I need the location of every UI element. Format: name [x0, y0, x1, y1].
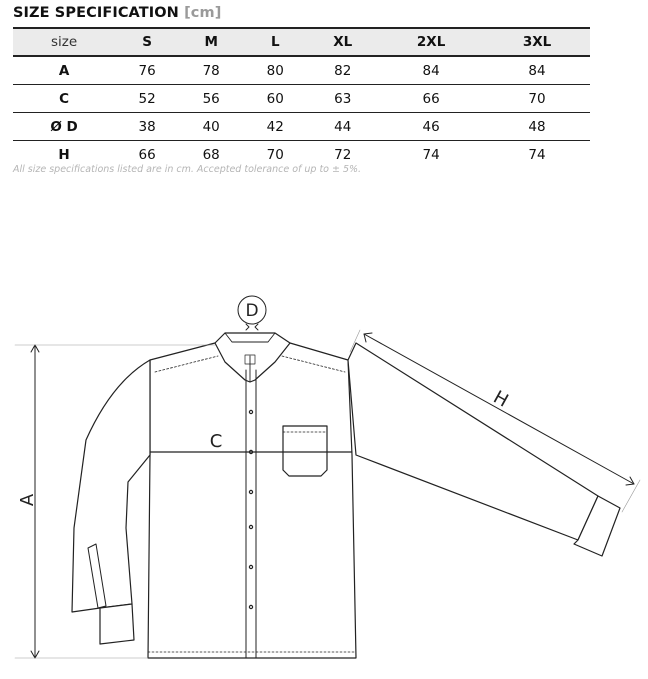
right-sleeve	[348, 343, 598, 540]
table-cell: 52	[138, 90, 156, 107]
left-sleeve	[72, 360, 150, 612]
table-cell: 44	[334, 118, 352, 135]
dimension-d-arrows	[246, 324, 258, 330]
table-cell: 74	[422, 146, 440, 163]
table-cell: 46	[422, 118, 440, 135]
table-row	[13, 113, 590, 141]
row-label: A	[58, 62, 70, 79]
table-header-row	[13, 28, 590, 56]
dimension-h-arrow-end	[626, 477, 634, 485]
table-cell: 66	[138, 146, 156, 163]
table-cell: 48	[528, 118, 546, 135]
header-cell: M	[204, 34, 218, 50]
dimension-c-label: C	[209, 431, 223, 452]
left-cuff	[100, 604, 134, 644]
shirt-diagram	[0, 290, 648, 675]
table-cell: 84	[422, 62, 440, 79]
table-cell: 42	[266, 118, 284, 135]
table-row	[13, 56, 590, 85]
title-text: SIZE SPECIFICATION	[13, 5, 179, 21]
row-label: Ø D	[50, 118, 78, 135]
table-cell: 80	[266, 62, 284, 79]
table-cell: 63	[334, 90, 352, 107]
table-cell: 72	[334, 146, 352, 163]
header-cell: 3XL	[522, 34, 552, 50]
chest-pocket	[283, 426, 327, 476]
dimension-h-label: H	[489, 386, 512, 412]
header-cell: L	[270, 34, 280, 50]
table-cell: 70	[266, 146, 284, 163]
header-cell: S	[142, 34, 152, 50]
table-cell: 82	[334, 62, 352, 79]
header-cell: XL	[333, 34, 353, 50]
size-table	[13, 27, 590, 168]
page-title	[13, 5, 221, 21]
row-label: H	[58, 146, 70, 163]
table-cell: 76	[138, 62, 156, 79]
table-row	[13, 85, 590, 113]
table-cell: 74	[528, 146, 546, 163]
table-cell: 60	[266, 90, 284, 107]
dimension-d-label: D	[245, 301, 259, 321]
table-cell: 84	[528, 62, 546, 79]
table-cell: 40	[202, 118, 220, 135]
table-cell: 66	[422, 90, 440, 107]
shirt-body	[148, 343, 356, 658]
table-cell: 38	[138, 118, 156, 135]
table-cell: 70	[528, 90, 546, 107]
table-cell: 78	[202, 62, 220, 79]
dimension-a-label: A	[17, 493, 38, 507]
unit-text: [cm]	[184, 5, 222, 21]
header-cell: 2XL	[416, 34, 446, 50]
header-cell: size	[50, 34, 78, 50]
row-label: C	[59, 90, 69, 107]
table-cell: 56	[202, 90, 220, 107]
table-cell: 68	[202, 146, 220, 163]
tolerance-note: All size specifications listed are in cm. Accepted tolerance of up to ± 5%.	[13, 164, 362, 175]
